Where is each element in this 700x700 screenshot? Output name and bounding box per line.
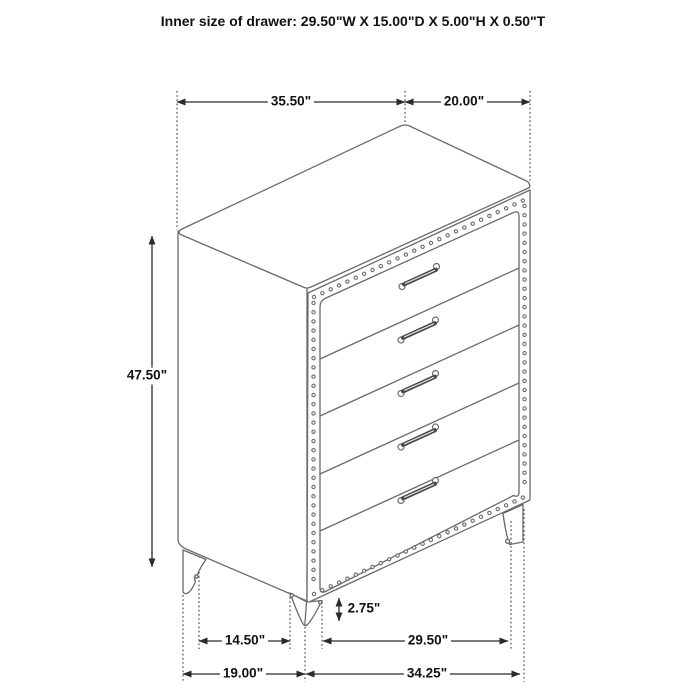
side-face — [178, 231, 307, 601]
diagram-title: Inner size of drawer: 29.50"W X 15.00"D X 5.00"H X 0.50"T — [160, 13, 546, 29]
side-leg-inner-spacing-label: 14.50" — [222, 633, 268, 650]
front-leg-outer-spacing-label: 34.25" — [404, 666, 450, 683]
front-leg-inner-spacing-label: 29.50" — [405, 633, 451, 650]
overall-width-label: 35.50" — [268, 94, 314, 111]
leg-height-label: 2.75" — [347, 600, 381, 616]
overall-depth-label: 20.00" — [441, 94, 487, 111]
side-leg-outer-spacing-label: 19.00" — [220, 666, 266, 683]
overall-height-label: 47.50" — [124, 368, 170, 385]
